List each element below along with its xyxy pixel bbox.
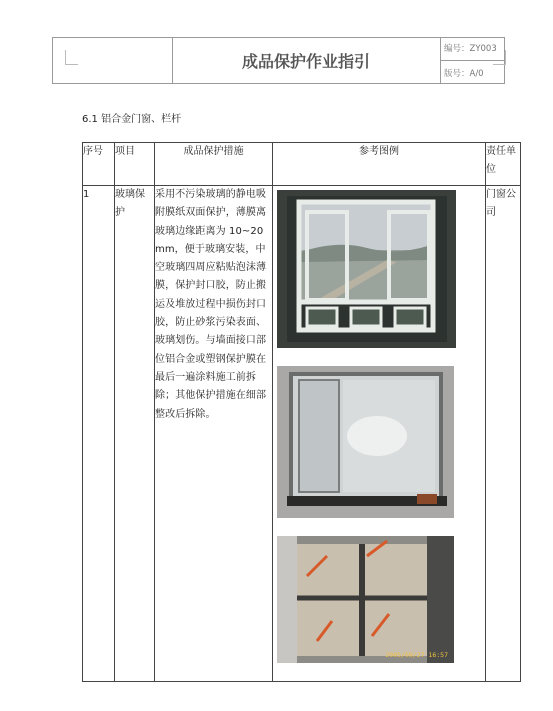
row-responsible: 门窗公司 [486,186,521,682]
header-left-cell [53,38,173,83]
protected-glass-photo [277,536,454,663]
corner-mark [65,50,78,65]
column-header-item: 项目 [115,143,155,186]
corner-mark [493,50,506,65]
row-no: 1 [83,186,115,682]
window-photo [277,190,456,348]
table-row [83,186,521,682]
row-item: 玻璃保护 [115,186,155,682]
section-heading: 6.1 铝合金门窗、栏杆 [82,114,182,125]
row-measure: 采用不污染玻璃的静电吸附膜纸双面保护，薄膜离玻璃边缘距离为 10~20mm，便于玻璃安装，中空玻璃四周应粘贴泡沫薄膜，保护封口胶，防止搬运及堆放过程中损伤封口胶，防止砂浆污染表面、玻璃划伤。与墙面接口部位铝合金或塑钢保护膜在最后一遍涂料施工前拆除；其他保护措施在细部整改后拆除。 [155,186,273,682]
document-header [52,37,505,84]
column-header-no: 序号 [83,143,115,186]
document-version: 版号：A/0 [444,69,484,79]
table-header-row [83,143,521,186]
reference-images-cell [273,186,486,682]
document-title: 成品保护作业指引 [172,38,441,83]
protection-table [82,142,521,682]
photo-timestamp: 2005/09/27 16:57 [385,651,448,659]
column-header-responsible: 责任单位 [486,143,521,186]
document-code: 编号：ZY003 [444,44,497,54]
column-header-reference: 参考图例 [273,143,486,186]
column-header-measure: 成品保护措施 [155,143,273,186]
glass-pane-photo [277,366,454,518]
